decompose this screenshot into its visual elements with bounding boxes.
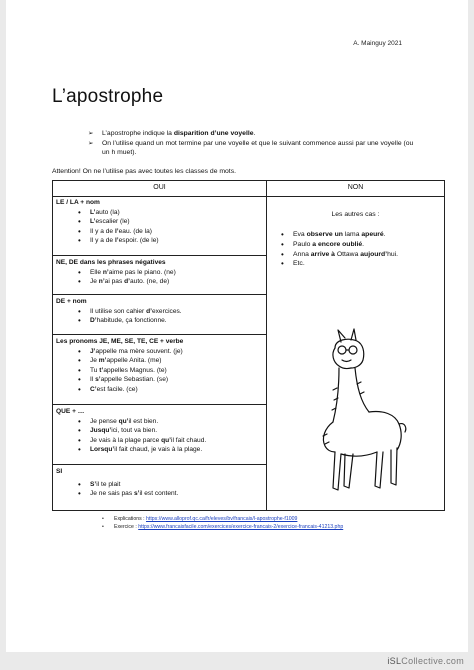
list-item: • L’auto (la) bbox=[90, 208, 263, 218]
arrow-bullet-icon: ➢ bbox=[88, 140, 94, 147]
section-le-la bbox=[53, 196, 266, 255]
list-item: • D’habitude, ça fonctionne. bbox=[90, 316, 263, 326]
list-item: • Etc. bbox=[293, 259, 443, 269]
list-item: • Il utilise son cahier d’exercices. bbox=[90, 307, 263, 317]
list-item: • Anna arrive à Ottawa aujourd’hui. bbox=[293, 250, 443, 260]
oui-column bbox=[53, 196, 266, 510]
link-item: • Exercice : https://www.francaisfacile.com/exercices/exercice-francais-2/exercice-francais-41213.php bbox=[102, 524, 344, 531]
non-column bbox=[267, 196, 444, 510]
bullet-icon: • bbox=[102, 516, 104, 522]
list-item: • Je pense qu’il est bien. bbox=[90, 417, 263, 427]
section-si bbox=[53, 464, 266, 511]
section-heading: LE / LA + nom bbox=[56, 199, 100, 206]
arrow-bullet-icon: ➢ bbox=[88, 130, 94, 137]
section-pronoms bbox=[53, 334, 266, 404]
page-title: L’apostrophe bbox=[52, 86, 164, 107]
list-item: • Je m’appelle Anita. (me) bbox=[90, 356, 263, 366]
column-header-non: NON bbox=[347, 184, 364, 191]
bullet-icon: • bbox=[102, 524, 104, 531]
llama-illustration bbox=[311, 328, 411, 498]
section-heading: DE + nom bbox=[56, 298, 87, 305]
section-ne-de bbox=[53, 255, 266, 294]
list-item: • Paulo a encore oublié. bbox=[293, 240, 443, 250]
list-item: • Je ne sais pas s’il est content. bbox=[90, 489, 263, 499]
list-item: • Jusqu’ici, tout va bien. bbox=[90, 426, 263, 436]
list-item: • Il y a de l’espoir. (de le) bbox=[90, 236, 263, 246]
list-item: • J’appelle ma mère souvent. (je) bbox=[90, 347, 263, 357]
list-item: • Eva observe un lama apeuré. bbox=[293, 230, 443, 240]
rules-table bbox=[52, 180, 445, 511]
exercice-link[interactable]: https://www.francaisfacile.com/exercices/exercice-francais-2/exercice-francais-41213.php bbox=[138, 524, 344, 531]
non-caption: Les autres cas : bbox=[331, 211, 380, 218]
section-heading: Les pronoms JE, ME, SE, TE, CE + verbe bbox=[56, 338, 184, 345]
section-heading: NE, DE dans les phrases négatives bbox=[56, 259, 166, 266]
section-de-nom bbox=[53, 294, 266, 334]
list-item: • L’escalier (le) bbox=[90, 217, 263, 227]
table-header bbox=[53, 181, 444, 197]
intro-item bbox=[88, 129, 418, 138]
list-item: • Je n’ai pas d’auto. (ne, de) bbox=[90, 277, 263, 287]
list-item: • Je vais à la plage parce qu’il fait chaud. bbox=[90, 436, 263, 446]
list-item: • C’est facile. (ce) bbox=[90, 385, 263, 395]
intro-list bbox=[88, 129, 418, 158]
section-heading: SI bbox=[56, 468, 63, 475]
section-heading: QUE + … bbox=[56, 408, 85, 415]
worksheet-page bbox=[6, 0, 468, 652]
intro-text: L’apostrophe indique la disparition d’une voyelle. bbox=[102, 130, 256, 137]
link-item: • Explications : https://www.alloprof.qc.ca/fr/eleves/bv/francais/l-apostrophe-f1009 bbox=[102, 516, 298, 522]
list-item: • Il y a de l’eau. (de la) bbox=[90, 227, 263, 237]
list-item: • Elle n’aime pas le piano. (ne) bbox=[90, 268, 263, 278]
resource-links bbox=[102, 516, 432, 532]
author-line: A. Mainguy 2021 bbox=[353, 40, 402, 47]
list-item: • Il s’appelle Sebastian. (se) bbox=[90, 375, 263, 385]
list-item: • S’il te plait bbox=[90, 480, 263, 490]
list-item: • Tu t’appelles Magnus. (te) bbox=[90, 366, 263, 376]
attention-note: Attention! On ne l’utilise pas avec toutes les classes de mots. bbox=[52, 168, 236, 175]
islcollective-logo: iSLCollective.com bbox=[387, 656, 464, 666]
intro-text: On l’utilise quand un mot termine par une voyelle et que le suivant commence aussi par une voyelle (ou un h muet). bbox=[102, 140, 414, 156]
non-list bbox=[267, 230, 443, 269]
explications-link[interactable]: https://www.alloprof.qc.ca/fr/eleves/bv/francais/l-apostrophe-f1009 bbox=[146, 516, 298, 522]
section-que bbox=[53, 404, 266, 464]
list-item: • Lorsqu’il fait chaud, je vais à la plage. bbox=[90, 445, 263, 455]
intro-item bbox=[88, 139, 418, 157]
column-header-oui: OUI bbox=[153, 184, 166, 191]
